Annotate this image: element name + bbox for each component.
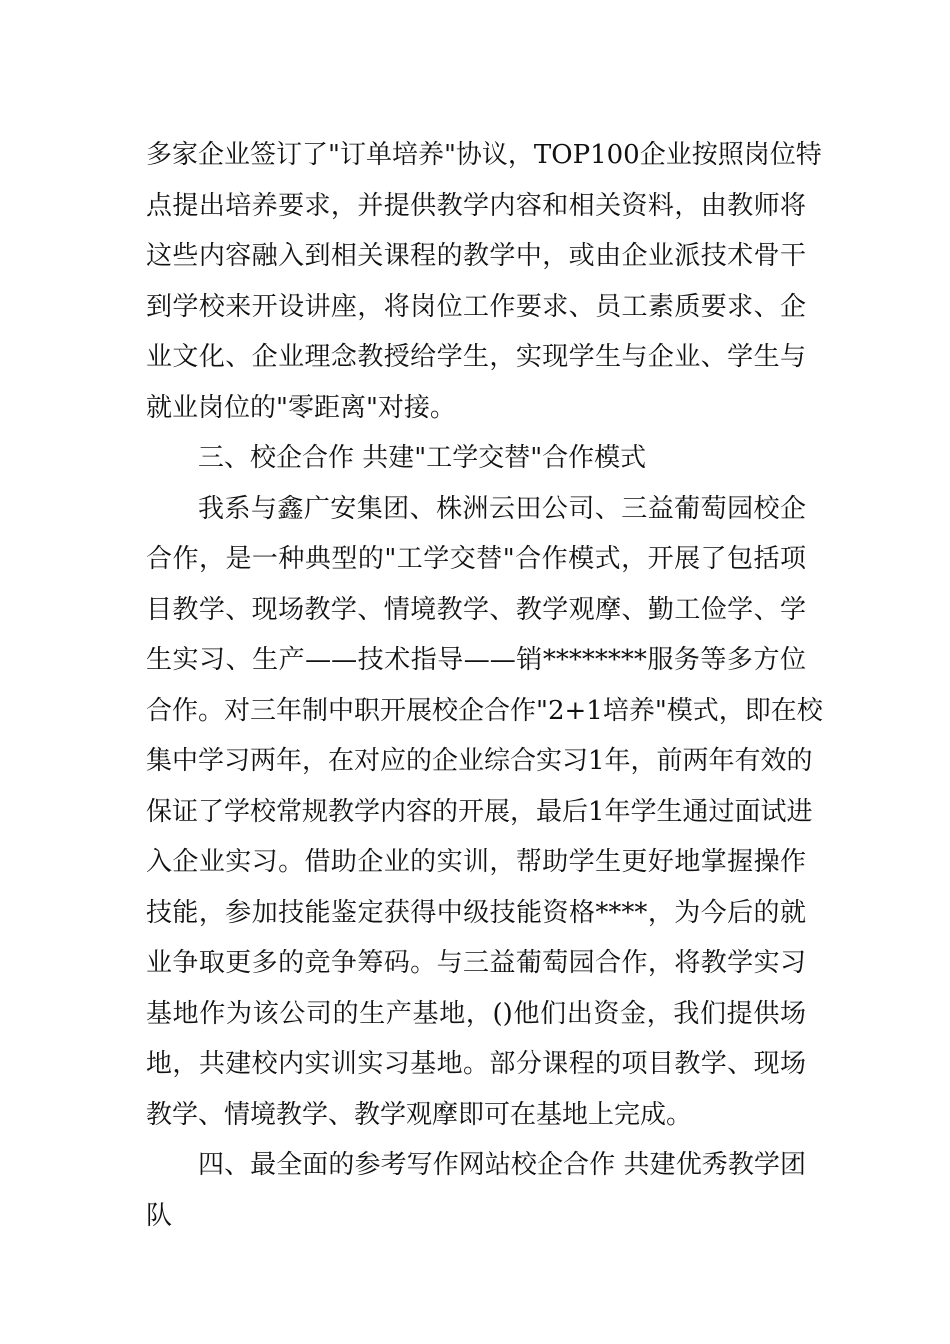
text-line: 到学校来开设讲座，将岗位工作要求、员工素质要求、企	[146, 291, 806, 322]
text-line: 入企业实习。借助企业的实训，帮助学生更好地掌握操作	[146, 847, 806, 877]
document-body	[146, 130, 823, 1241]
text-line: 我系与鑫广安集团、株洲云田公司、三益葡萄园校企	[198, 493, 806, 524]
text-line: 业文化、企业理念教授给学生，实现学生与企业、学生与	[146, 342, 806, 372]
text-line: 合作，是一种典型的"工学交替"合作模式，开展了包括项	[146, 544, 806, 574]
text-line: 技能，参加技能鉴定获得中级技能资格****，为今后的就	[146, 897, 806, 928]
text-line: 基地作为该公司的生产基地，()他们出资金，我们提供场	[146, 998, 806, 1029]
text-line: 目教学、现场教学、情境教学、教学观摩、勤工俭学、学	[146, 594, 806, 625]
text-line: 保证了学校常规教学内容的开展，最后1年学生通过面试进	[146, 796, 813, 827]
text-line: 教学、情境教学、教学观摩即可在基地上完成。	[146, 1099, 693, 1130]
text-line: 就业岗位的"零距离"对接。	[146, 392, 456, 423]
text-line: 合作。对三年制中职开展校企合作"2+1培养"模式，即在校	[146, 695, 823, 726]
text-line: 这些内容融入到相关课程的教学中，或由企业派技术骨干	[146, 241, 806, 271]
text-line: 点提出培养要求，并提供教学内容和相关资料，由教师将	[146, 190, 806, 221]
text-line: 生实习、生产——技术指导——销********服务等多方位	[146, 645, 806, 675]
text-line: 集中学习两年，在对应的企业综合实习1年，前两年有效的	[146, 746, 813, 776]
text-line: 四、最全面的参考写作网站校企合作 共建优秀教学团	[198, 1150, 806, 1180]
text-line: 多家企业签订了"订单培养"协议，TOP100企业按照岗位特	[146, 140, 822, 170]
text-line: 队	[146, 1200, 173, 1231]
text-line: 三、校企合作 共建"工学交替"合作模式	[198, 443, 647, 473]
text-line: 地，共建校内实训实习基地。部分课程的项目教学、现场	[146, 1049, 806, 1079]
text-line: 业争取更多的竞争筹码。与三益葡萄园合作，将教学实习	[146, 948, 806, 978]
